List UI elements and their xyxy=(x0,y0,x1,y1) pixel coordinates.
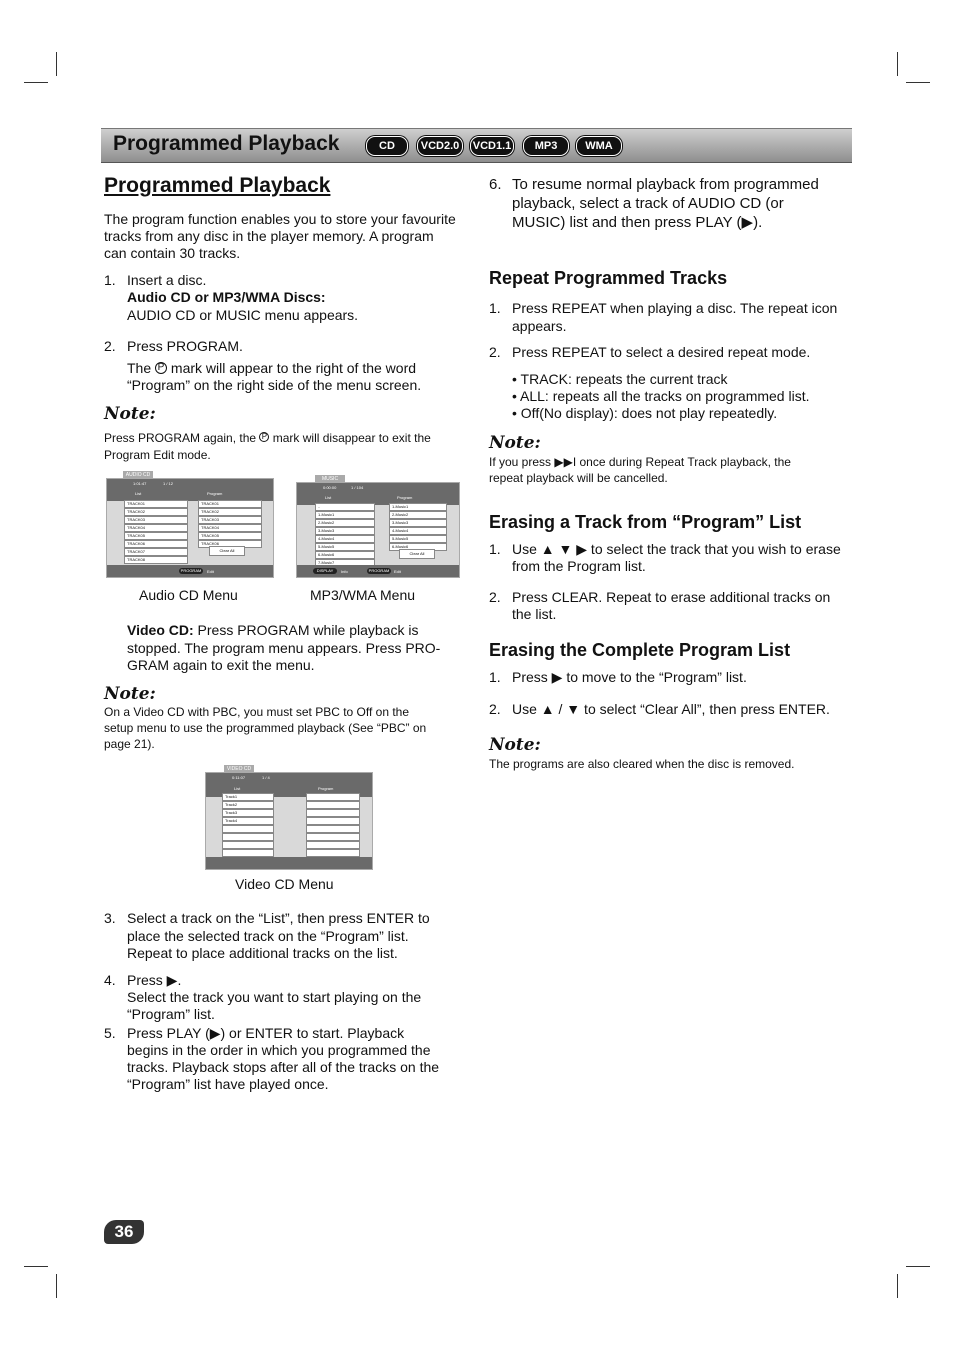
vcd-text: GRAM again to exit the menu. xyxy=(127,657,315,673)
step-text: mark will appear to the right of the word xyxy=(170,360,417,376)
step-text: Use ▲ / ▼ to select “Clear All”, then press ENTER. xyxy=(512,701,830,717)
step-text: “Program” list. xyxy=(127,1006,215,1022)
step-number: 2. xyxy=(489,589,501,605)
list-cell[interactable]: .. xyxy=(315,503,375,511)
step-text: Repeat to place additional tracks on the list. xyxy=(127,945,398,961)
list-cell[interactable]: Track4 xyxy=(222,817,274,825)
footer-text: Info xyxy=(341,569,348,574)
note-text: Program Edit mode. xyxy=(104,448,211,462)
step-text: MUSIC) list and then press PLAY (▶). xyxy=(512,214,763,231)
list-cell[interactable]: TRACK05 xyxy=(124,532,188,540)
program-key: PROGRAM xyxy=(368,568,390,573)
crop-mark xyxy=(897,1274,898,1298)
program-cell[interactable] xyxy=(306,801,360,809)
step-text: “Program” on the right side of the menu screen. xyxy=(127,377,422,393)
step-text: Press ▶ to move to the “Program” list. xyxy=(512,669,747,685)
step-text: playback, select a track of AUDIO CD (or xyxy=(512,195,784,212)
program-label: Program xyxy=(397,495,413,500)
note-text xyxy=(104,430,431,446)
note-title: Note: xyxy=(104,404,156,424)
note-text: Press PROGRAM again, the xyxy=(104,431,257,445)
list-cell[interactable]: Track1 xyxy=(222,793,274,801)
menu-header xyxy=(107,479,273,501)
step-text: tracks. Playback stops after all of the tracks on the xyxy=(127,1059,440,1075)
program-cell[interactable] xyxy=(306,849,360,857)
note-text: setup menu to use the programmed playback (See “PBC” on xyxy=(104,721,427,735)
step-number: 2. xyxy=(489,701,501,717)
vcd-text: Press PROGRAM while playback is xyxy=(197,622,419,638)
badge-vcd20: VCD2.0 xyxy=(417,136,463,156)
step-text: the list. xyxy=(512,606,557,622)
list-cell[interactable] xyxy=(222,849,274,857)
program-cell[interactable]: 3-Music3 xyxy=(389,519,447,527)
list-label: List xyxy=(135,491,142,496)
program-key: PROGRAM xyxy=(180,568,202,573)
list-cell[interactable]: TRACK03 xyxy=(124,516,188,524)
step-text: place the selected track on the “Program” list. xyxy=(127,928,409,944)
note-title: Note: xyxy=(104,684,156,704)
note-title: Note: xyxy=(489,735,541,755)
step-number: 1. xyxy=(489,669,501,685)
step-text-bold: Audio CD or MP3/WMA Discs: xyxy=(127,289,326,305)
badge-cd: CD xyxy=(366,136,408,156)
audio-cd-menu xyxy=(106,472,274,578)
step-text: begins in the order in which you programmed the xyxy=(127,1042,431,1058)
note-text: If you press ▶▶I once during Repeat Track playback, the xyxy=(489,455,791,469)
crop-mark xyxy=(24,82,48,83)
program-cell[interactable] xyxy=(306,817,360,825)
list-cell[interactable]: Track3 xyxy=(222,809,274,817)
audio-menu-caption: Audio CD Menu xyxy=(139,587,238,603)
program-cell[interactable]: TRACK05 xyxy=(198,532,262,540)
program-cell[interactable]: 4-Music4 xyxy=(389,527,447,535)
list-cell[interactable]: 2-Music2 xyxy=(315,519,375,527)
step-text: Press ▶. xyxy=(127,972,182,988)
program-cell[interactable]: 1-Music1 xyxy=(389,503,447,511)
section-heading: Erasing a Track from “Program” List xyxy=(489,512,802,532)
program-cell[interactable]: TRACK06 xyxy=(198,540,262,548)
step-text: Press PLAY (▶) or ENTER to start. Playback xyxy=(127,1025,405,1041)
list-label: List xyxy=(325,495,332,500)
step-number: 2. xyxy=(104,338,116,354)
step-number: 1. xyxy=(489,541,501,557)
crop-mark xyxy=(24,1266,48,1267)
step-text: appears. xyxy=(512,318,567,334)
step-text: Insert a disc. xyxy=(127,272,207,288)
mp3-menu-caption: MP3/WMA Menu xyxy=(310,587,416,603)
menu-tag: VIDEO CD xyxy=(224,765,254,773)
menu-time: 0:11:07 xyxy=(232,775,246,780)
list-cell[interactable]: 1-Music1 xyxy=(315,511,375,519)
list-cell[interactable]: TRACK08 xyxy=(124,556,188,564)
list-cell[interactable] xyxy=(222,841,274,849)
footer-text: Edit xyxy=(207,569,214,574)
menu-time: 1:01:47 xyxy=(133,481,147,486)
list-cell[interactable]: 3-Music3 xyxy=(315,527,375,535)
vcd-menu-caption: Video CD Menu xyxy=(235,876,334,892)
video-cd-menu xyxy=(205,766,373,870)
step-number: 1. xyxy=(489,300,501,316)
program-cell[interactable]: TRACK01 xyxy=(198,500,262,508)
list-cell[interactable]: TRACK04 xyxy=(124,524,188,532)
step-text: Use ▲ ▼ ▶ to select the track that you wish to erase xyxy=(512,541,841,557)
step-text: Select the track you want to start playing on the xyxy=(127,989,422,1005)
list-cell[interactable]: TRACK02 xyxy=(124,508,188,516)
vcd-text: stopped. The program menu appears. Press PRO- xyxy=(127,640,441,656)
crop-mark xyxy=(906,82,930,83)
page-number: 36 xyxy=(104,1220,144,1244)
menu-tag: AUDIO CD xyxy=(123,471,153,479)
bullet-item: • ALL: repeats all the tracks on programmed list. xyxy=(512,388,810,404)
section-heading: Erasing the Complete Program List xyxy=(489,640,791,660)
crop-mark xyxy=(56,1274,57,1298)
section-heading: Repeat Programmed Tracks xyxy=(489,268,728,288)
program-cell[interactable] xyxy=(306,833,360,841)
program-cell[interactable] xyxy=(306,841,360,849)
step-text: Press CLEAR. Repeat to erase additional tracks on xyxy=(512,589,831,605)
program-label: Program xyxy=(207,491,223,496)
list-cell[interactable]: TRACK01 xyxy=(124,500,188,508)
display-key: DISPLAY xyxy=(313,568,337,574)
step-text: Press REPEAT when playing a disc. The repeat icon xyxy=(512,300,838,316)
bullet-item: • Off(No display): does not play repeatedly. xyxy=(512,405,778,421)
badge-vcd11: VCD1.1 xyxy=(470,136,514,156)
list-cell[interactable]: TRACK06 xyxy=(124,540,188,548)
step-number: 3. xyxy=(104,910,116,926)
list-cell[interactable]: 7-Music7 xyxy=(315,559,375,567)
clear-all-button[interactable]: Clear All xyxy=(209,546,245,556)
step-number: 2. xyxy=(489,344,501,360)
note-text: mark will disappear to exit the xyxy=(272,431,431,445)
vcd-paragraph xyxy=(127,622,457,639)
program-cell[interactable] xyxy=(306,793,360,801)
list-label: List xyxy=(234,786,241,791)
program-cell[interactable] xyxy=(306,809,360,817)
program-cell[interactable]: TRACK02 xyxy=(198,508,262,516)
program-cell[interactable]: TRACK03 xyxy=(198,516,262,524)
program-mark-icon: P xyxy=(155,362,167,374)
menu-track-count: 1 / 12 xyxy=(163,481,174,486)
menu-track-count: 1 / 104 xyxy=(351,485,364,490)
program-cell[interactable]: 6-Music6 xyxy=(389,543,447,551)
list-cell[interactable]: Track2 xyxy=(222,801,274,809)
step-text: Press REPEAT to select a desired repeat mode. xyxy=(512,344,811,360)
list-cell[interactable]: 6-Music6 xyxy=(315,551,375,559)
list-cell[interactable]: 4-Music4 xyxy=(315,535,375,543)
intro-text: The program function enables you to store your favourite tracks from any disc in the player memory. A program can contain 30 tracks. xyxy=(104,211,456,261)
program-label: Program xyxy=(318,786,334,791)
note-text: The programs are also cleared when the disc is removed. xyxy=(489,757,795,771)
step-text: “Program” list have played once. xyxy=(127,1076,329,1092)
step-text: The xyxy=(127,360,152,376)
program-cell[interactable]: 2-Music2 xyxy=(389,511,447,519)
menu-track-count: 1 / 4 xyxy=(262,775,270,780)
step-number: 6. xyxy=(489,176,502,193)
list-cell[interactable] xyxy=(222,825,274,833)
program-cell[interactable] xyxy=(306,825,360,833)
menu-footer xyxy=(206,857,372,869)
mp3-wma-menu xyxy=(296,476,460,578)
bullet-item: • TRACK: repeats the current track xyxy=(512,371,728,387)
list-cell[interactable] xyxy=(222,833,274,841)
list-cell[interactable]: 5-Music5 xyxy=(315,543,375,551)
vcd-label: Video CD: xyxy=(127,622,194,638)
note-text: On a Video CD with PBC, you must set PBC to Off on the xyxy=(104,705,410,719)
crop-mark xyxy=(56,52,57,76)
menu-header xyxy=(297,483,459,505)
step-number: 1. xyxy=(104,272,116,288)
menu-time: 0:00:00 xyxy=(323,485,337,490)
clear-all-button[interactable]: Clear All xyxy=(399,549,435,559)
list-cell[interactable]: TRACK07 xyxy=(124,548,188,556)
note-text: repeat playback will be cancelled. xyxy=(489,471,668,485)
step-text xyxy=(127,360,416,377)
step-text: AUDIO CD or MUSIC menu appears. xyxy=(127,307,359,323)
step-text: from the Program list. xyxy=(512,558,646,574)
page-heading: Programmed Playback xyxy=(104,174,331,197)
crop-mark xyxy=(897,52,898,76)
note-text: page 21). xyxy=(104,737,155,751)
section-header xyxy=(101,128,852,163)
step-number: 5. xyxy=(104,1025,116,1041)
menu-tag: MUSIC xyxy=(315,475,345,483)
program-cell[interactable]: TRACK04 xyxy=(198,524,262,532)
step-number: 4. xyxy=(104,972,116,988)
badge-wma: WMA xyxy=(576,136,622,156)
step-text: Press PROGRAM. xyxy=(127,338,243,354)
step-text: To resume normal playback from programmed xyxy=(512,176,819,193)
footer-text: Edit xyxy=(394,569,401,574)
crop-mark xyxy=(906,1266,930,1267)
program-cell[interactable]: 5-Music5 xyxy=(389,535,447,543)
note-title: Note: xyxy=(489,433,541,453)
header-title: Programmed Playback xyxy=(113,132,340,155)
badge-mp3: MP3 xyxy=(523,136,569,156)
step-text: Select a track on the “List”, then press ENTER to xyxy=(127,910,430,926)
program-mark-icon: P xyxy=(259,432,269,442)
